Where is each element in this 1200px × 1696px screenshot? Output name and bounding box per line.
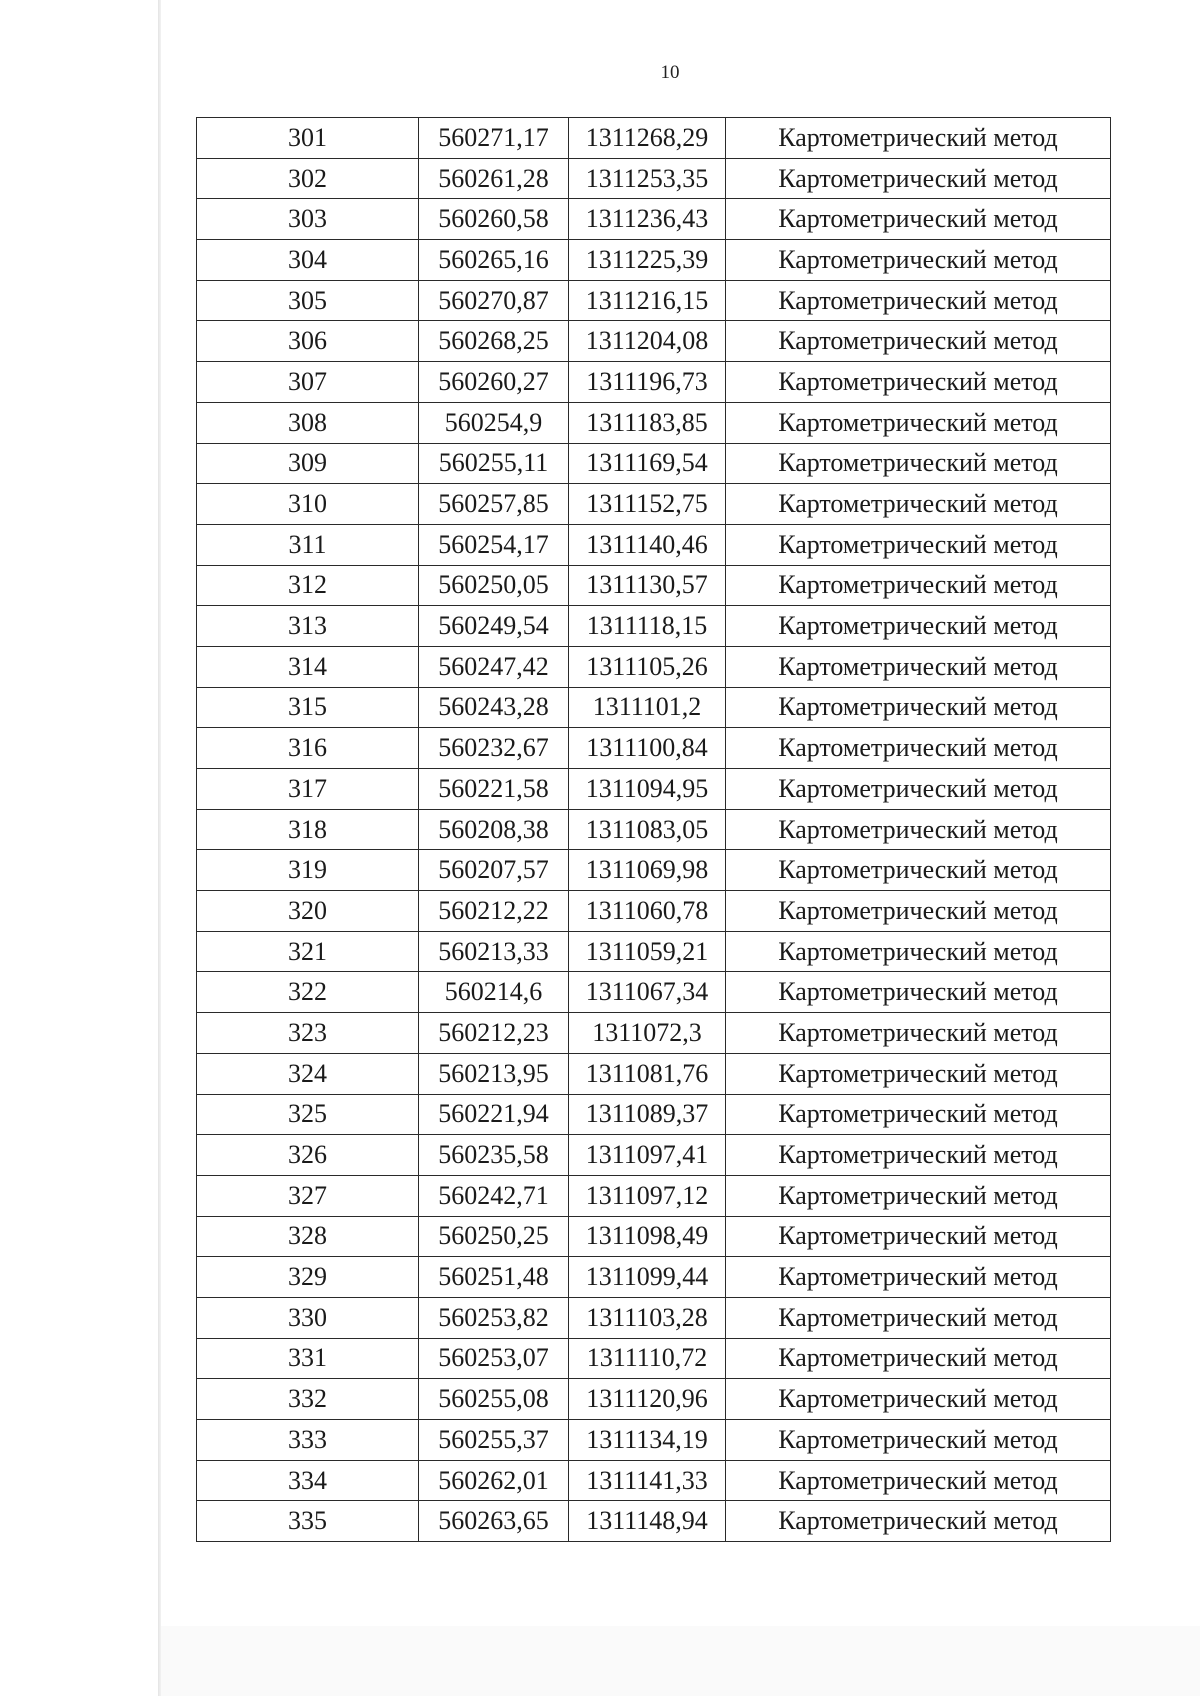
- y-coordinate-cell: 1311134,19: [569, 1420, 726, 1461]
- method-cell: Картометрический метод: [726, 1257, 1111, 1298]
- table-row: [197, 1420, 1111, 1461]
- point-number-cell: 317: [197, 769, 419, 810]
- method-cell: Картометрический метод: [726, 769, 1111, 810]
- point-number-cell: 316: [197, 728, 419, 769]
- x-coordinate-cell: 560235,58: [419, 1135, 569, 1176]
- table-row: [197, 769, 1111, 810]
- y-coordinate-cell: 1311083,05: [569, 809, 726, 850]
- x-coordinate-cell: 560265,16: [419, 240, 569, 281]
- method-cell: Картометрический метод: [726, 362, 1111, 403]
- method-cell: Картометрический метод: [726, 1216, 1111, 1257]
- x-coordinate-cell: 560232,67: [419, 728, 569, 769]
- y-coordinate-cell: 1311204,08: [569, 321, 726, 362]
- table-row: [197, 972, 1111, 1013]
- point-number-cell: 322: [197, 972, 419, 1013]
- table-row: [197, 850, 1111, 891]
- y-coordinate-cell: 1311099,44: [569, 1257, 726, 1298]
- method-cell: Картометрический метод: [726, 524, 1111, 565]
- method-cell: Картометрический метод: [726, 850, 1111, 891]
- point-number-cell: 311: [197, 524, 419, 565]
- table-row: [197, 240, 1111, 281]
- point-number-cell: 334: [197, 1460, 419, 1501]
- coordinates-table: [196, 117, 1111, 1542]
- point-number-cell: 314: [197, 646, 419, 687]
- method-cell: Картометрический метод: [726, 443, 1111, 484]
- table-row: [197, 1175, 1111, 1216]
- y-coordinate-cell: 1311105,26: [569, 646, 726, 687]
- x-coordinate-cell: 560262,01: [419, 1460, 569, 1501]
- point-number-cell: 318: [197, 809, 419, 850]
- y-coordinate-cell: 1311140,46: [569, 524, 726, 565]
- table-row: [197, 1216, 1111, 1257]
- x-coordinate-cell: 560270,87: [419, 280, 569, 321]
- y-coordinate-cell: 1311089,37: [569, 1094, 726, 1135]
- method-cell: Картометрический метод: [726, 402, 1111, 443]
- y-coordinate-cell: 1311236,43: [569, 199, 726, 240]
- table-row: [197, 280, 1111, 321]
- x-coordinate-cell: 560213,95: [419, 1053, 569, 1094]
- method-cell: Картометрический метод: [726, 1094, 1111, 1135]
- x-coordinate-cell: 560247,42: [419, 646, 569, 687]
- method-cell: Картометрический метод: [726, 606, 1111, 647]
- point-number-cell: 333: [197, 1420, 419, 1461]
- y-coordinate-cell: 1311094,95: [569, 769, 726, 810]
- method-cell: Картометрический метод: [726, 158, 1111, 199]
- x-coordinate-cell: 560250,05: [419, 565, 569, 606]
- y-coordinate-cell: 1311225,39: [569, 240, 726, 281]
- y-coordinate-cell: 1311196,73: [569, 362, 726, 403]
- point-number-cell: 323: [197, 1013, 419, 1054]
- table-row: [197, 1257, 1111, 1298]
- method-cell: Картометрический метод: [726, 972, 1111, 1013]
- method-cell: Картометрический метод: [726, 646, 1111, 687]
- table-row: [197, 1460, 1111, 1501]
- point-number-cell: 301: [197, 118, 419, 159]
- method-cell: Картометрический метод: [726, 809, 1111, 850]
- y-coordinate-cell: 1311097,12: [569, 1175, 726, 1216]
- table-row: [197, 1379, 1111, 1420]
- method-cell: Картометрический метод: [726, 1460, 1111, 1501]
- table-row: [197, 606, 1111, 647]
- y-coordinate-cell: 1311253,35: [569, 158, 726, 199]
- point-number-cell: 324: [197, 1053, 419, 1094]
- method-cell: Картометрический метод: [726, 565, 1111, 606]
- point-number-cell: 303: [197, 199, 419, 240]
- x-coordinate-cell: 560212,22: [419, 891, 569, 932]
- x-coordinate-cell: 560249,54: [419, 606, 569, 647]
- table-row: [197, 891, 1111, 932]
- method-cell: Картометрический метод: [726, 687, 1111, 728]
- table-row: [197, 118, 1111, 159]
- point-number-cell: 305: [197, 280, 419, 321]
- table-row: [197, 1338, 1111, 1379]
- x-coordinate-cell: 560208,38: [419, 809, 569, 850]
- method-cell: Картометрический метод: [726, 1053, 1111, 1094]
- y-coordinate-cell: 1311081,76: [569, 1053, 726, 1094]
- point-number-cell: 302: [197, 158, 419, 199]
- x-coordinate-cell: 560260,58: [419, 199, 569, 240]
- method-cell: Картометрический метод: [726, 280, 1111, 321]
- method-cell: Картометрический метод: [726, 891, 1111, 932]
- y-coordinate-cell: 1311141,33: [569, 1460, 726, 1501]
- method-cell: Картометрический метод: [726, 1135, 1111, 1176]
- method-cell: Картометрический метод: [726, 199, 1111, 240]
- y-coordinate-cell: 1311059,21: [569, 931, 726, 972]
- x-coordinate-cell: 560253,07: [419, 1338, 569, 1379]
- point-number-cell: 309: [197, 443, 419, 484]
- point-number-cell: 306: [197, 321, 419, 362]
- table-row: [197, 158, 1111, 199]
- coordinates-table-body: [197, 118, 1111, 1542]
- y-coordinate-cell: 1311101,2: [569, 687, 726, 728]
- y-coordinate-cell: 1311216,15: [569, 280, 726, 321]
- x-coordinate-cell: 560271,17: [419, 118, 569, 159]
- table-row: [197, 1501, 1111, 1542]
- method-cell: Картометрический метод: [726, 1338, 1111, 1379]
- y-coordinate-cell: 1311130,57: [569, 565, 726, 606]
- point-number-cell: 310: [197, 484, 419, 525]
- method-cell: Картометрический метод: [726, 240, 1111, 281]
- method-cell: Картометрический метод: [726, 1501, 1111, 1542]
- x-coordinate-cell: 560251,48: [419, 1257, 569, 1298]
- method-cell: Картометрический метод: [726, 484, 1111, 525]
- point-number-cell: 330: [197, 1297, 419, 1338]
- table-row: [197, 524, 1111, 565]
- y-coordinate-cell: 1311110,72: [569, 1338, 726, 1379]
- point-number-cell: 320: [197, 891, 419, 932]
- table-row: [197, 687, 1111, 728]
- method-cell: Картометрический метод: [726, 1420, 1111, 1461]
- x-coordinate-cell: 560260,27: [419, 362, 569, 403]
- table-row: [197, 1053, 1111, 1094]
- point-number-cell: 319: [197, 850, 419, 891]
- y-coordinate-cell: 1311098,49: [569, 1216, 726, 1257]
- x-coordinate-cell: 560263,65: [419, 1501, 569, 1542]
- table-row: [197, 321, 1111, 362]
- page-number: 10: [660, 62, 680, 83]
- x-coordinate-cell: 560253,82: [419, 1297, 569, 1338]
- y-coordinate-cell: 1311169,54: [569, 443, 726, 484]
- table-row: [197, 728, 1111, 769]
- method-cell: Картометрический метод: [726, 1297, 1111, 1338]
- y-coordinate-cell: 1311069,98: [569, 850, 726, 891]
- point-number-cell: 307: [197, 362, 419, 403]
- x-coordinate-cell: 560242,71: [419, 1175, 569, 1216]
- point-number-cell: 315: [197, 687, 419, 728]
- point-number-cell: 304: [197, 240, 419, 281]
- x-coordinate-cell: 560250,25: [419, 1216, 569, 1257]
- table-row: [197, 1297, 1111, 1338]
- x-coordinate-cell: 560214,6: [419, 972, 569, 1013]
- x-coordinate-cell: 560268,25: [419, 321, 569, 362]
- y-coordinate-cell: 1311060,78: [569, 891, 726, 932]
- table-row: [197, 646, 1111, 687]
- point-number-cell: 308: [197, 402, 419, 443]
- point-number-cell: 328: [197, 1216, 419, 1257]
- table-row: [197, 443, 1111, 484]
- x-coordinate-cell: 560254,9: [419, 402, 569, 443]
- point-number-cell: 326: [197, 1135, 419, 1176]
- table-row: [197, 809, 1111, 850]
- table-row: [197, 402, 1111, 443]
- table-row: [197, 362, 1111, 403]
- y-coordinate-cell: 1311152,75: [569, 484, 726, 525]
- table-row: [197, 199, 1111, 240]
- point-number-cell: 321: [197, 931, 419, 972]
- y-coordinate-cell: 1311100,84: [569, 728, 726, 769]
- point-number-cell: 335: [197, 1501, 419, 1542]
- y-coordinate-cell: 1311183,85: [569, 402, 726, 443]
- x-coordinate-cell: 560213,33: [419, 931, 569, 972]
- x-coordinate-cell: 560261,28: [419, 158, 569, 199]
- binding-edge: [158, 0, 161, 1696]
- table-row: [197, 1094, 1111, 1135]
- y-coordinate-cell: 1311268,29: [569, 118, 726, 159]
- y-coordinate-cell: 1311072,3: [569, 1013, 726, 1054]
- point-number-cell: 325: [197, 1094, 419, 1135]
- x-coordinate-cell: 560207,57: [419, 850, 569, 891]
- point-number-cell: 331: [197, 1338, 419, 1379]
- table-row: [197, 1135, 1111, 1176]
- method-cell: Картометрический метод: [726, 321, 1111, 362]
- y-coordinate-cell: 1311118,15: [569, 606, 726, 647]
- point-number-cell: 313: [197, 606, 419, 647]
- x-coordinate-cell: 560255,11: [419, 443, 569, 484]
- table-row: [197, 1013, 1111, 1054]
- method-cell: Картометрический метод: [726, 931, 1111, 972]
- x-coordinate-cell: 560221,94: [419, 1094, 569, 1135]
- x-coordinate-cell: 560212,23: [419, 1013, 569, 1054]
- point-number-cell: 332: [197, 1379, 419, 1420]
- table-row: [197, 484, 1111, 525]
- x-coordinate-cell: 560255,08: [419, 1379, 569, 1420]
- table-row: [197, 931, 1111, 972]
- y-coordinate-cell: 1311097,41: [569, 1135, 726, 1176]
- x-coordinate-cell: 560221,58: [419, 769, 569, 810]
- y-coordinate-cell: 1311148,94: [569, 1501, 726, 1542]
- y-coordinate-cell: 1311067,34: [569, 972, 726, 1013]
- method-cell: Картометрический метод: [726, 118, 1111, 159]
- method-cell: Картометрический метод: [726, 1013, 1111, 1054]
- x-coordinate-cell: 560255,37: [419, 1420, 569, 1461]
- method-cell: Картометрический метод: [726, 1379, 1111, 1420]
- x-coordinate-cell: 560257,85: [419, 484, 569, 525]
- table-row: [197, 565, 1111, 606]
- bottom-tint: [161, 1626, 1200, 1696]
- method-cell: Картометрический метод: [726, 1175, 1111, 1216]
- point-number-cell: 327: [197, 1175, 419, 1216]
- point-number-cell: 312: [197, 565, 419, 606]
- y-coordinate-cell: 1311120,96: [569, 1379, 726, 1420]
- method-cell: Картометрический метод: [726, 728, 1111, 769]
- x-coordinate-cell: 560243,28: [419, 687, 569, 728]
- y-coordinate-cell: 1311103,28: [569, 1297, 726, 1338]
- point-number-cell: 329: [197, 1257, 419, 1298]
- x-coordinate-cell: 560254,17: [419, 524, 569, 565]
